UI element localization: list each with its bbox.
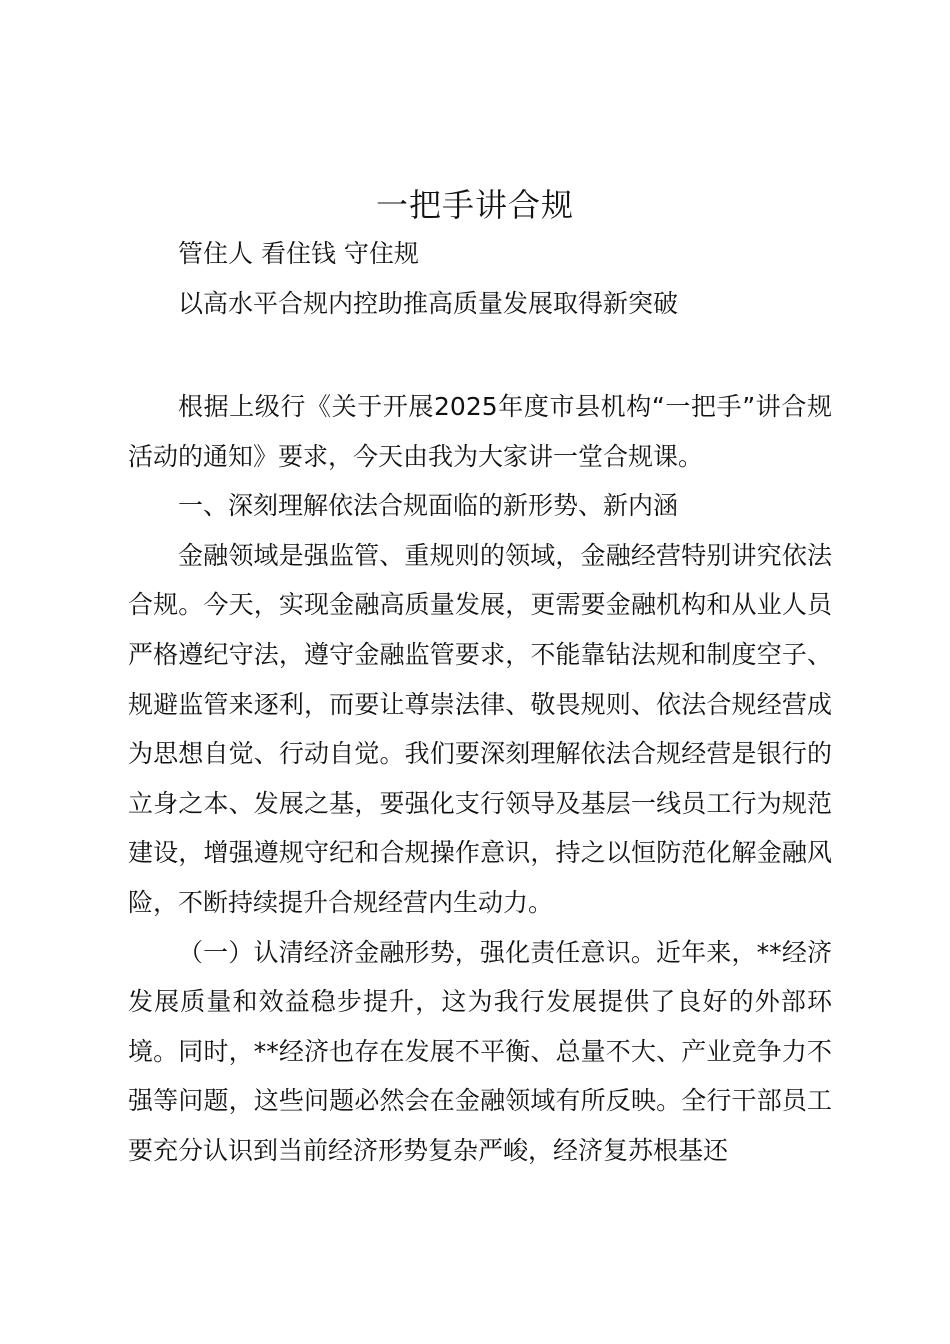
document-body <box>128 382 832 1176</box>
document-subtitle-2: 以高水平合规内控助推高质量发展取得新突破 <box>178 289 679 318</box>
paragraph-section-1: 金融领域是强监管、重规则的领域，金融经营特别讲究依法合规。今天，实现金融高质量发展，更需要金融机构和从业人员严格遵纪守法，遵守金融监管要求，不能靠钻法规和制度空子、规避监管来逐利，而要让尊崇法律、敬畏规则、依法合规经营成为思想自觉、行动自觉。我们要深刻理解依法合规经营是银行的立身之本、发展之基，要强化支行领导及基层一线员工行为规范建设，增强遵规守纪和合规操作意识，持之以恒防范化解金融风险，不断持续提升合规经营内生动力。 <box>128 540 832 917</box>
paragraph-intro: 根据上级行《关于开展2025年度市县机构“一把手”讲合规活动的通知》要求，今天由我为大家讲一堂合规课。 <box>128 392 832 471</box>
document-title: 一把手讲合规 <box>375 186 574 224</box>
section-heading-1: 一、深刻理解依法合规面临的新形势、新内涵 <box>178 491 679 521</box>
paragraph-subsection-1: （一）认清经济金融形势，强化责任意识。近年来，**经济发展质量和效益稳步提升，这为我行发展提供了良好的外部环境。同时，**经济也存在发展不平衡、总量不大、产业竞争力不强等问题，这些问题必然会在金融领域有所反映。全行干部员工要充分认识到当前经济形势复杂严峻，经济复苏根基还 <box>128 937 832 1165</box>
document-subtitle-1: 管住人 看住钱 守住规 <box>178 239 419 268</box>
